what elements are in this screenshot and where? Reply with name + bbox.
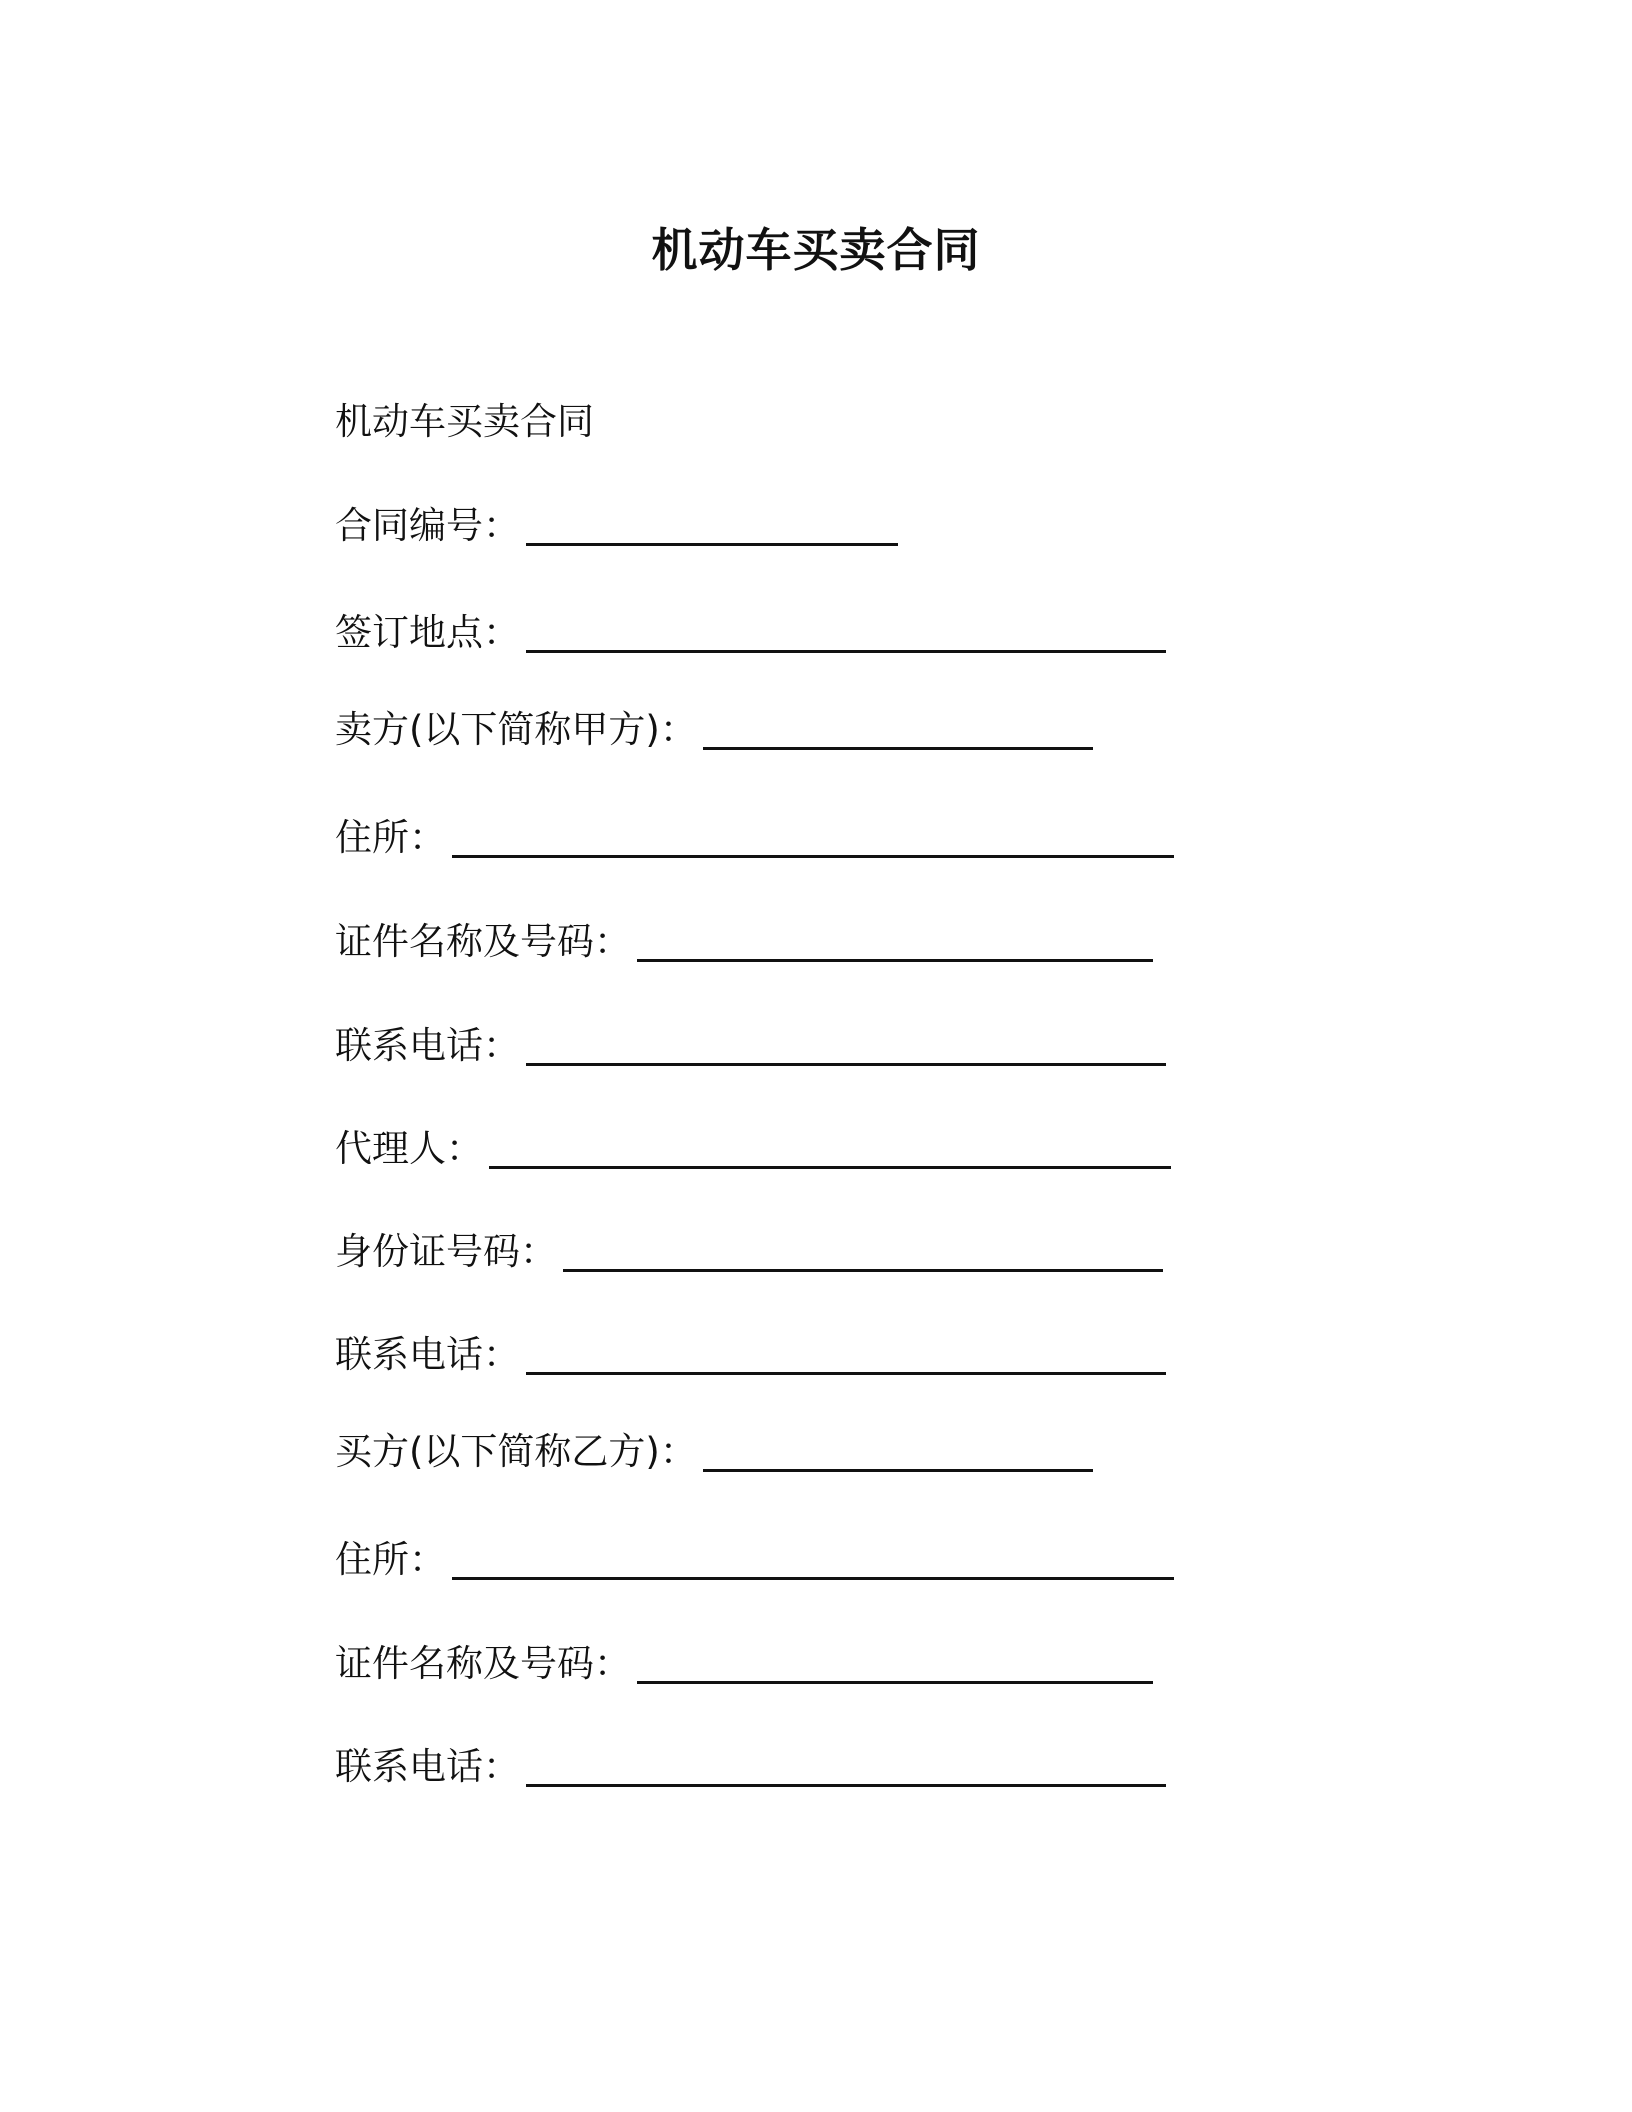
field-contract-number [335,502,898,550]
field-blank-line[interactable] [637,1647,1153,1684]
field-blank-line[interactable] [703,1435,1093,1472]
field-label: 代理人： [335,1127,483,1170]
field-seller-phone [335,1022,1166,1070]
field-blank-line[interactable] [526,1029,1166,1066]
field-label: 证件名称及号码： [335,920,631,963]
field-label: 买方(以下简称乙方)： [335,1430,697,1473]
field-label: 身份证号码： [335,1230,557,1273]
field-agent [335,1125,1171,1173]
field-blank-line[interactable] [526,509,898,546]
field-seller-address [335,814,1174,862]
field-blank-line[interactable] [637,925,1153,962]
field-seller [335,706,1093,754]
field-label: 联系电话： [335,1024,520,1067]
field-buyer-phone [335,1743,1166,1791]
field-buyer-id [335,1640,1153,1688]
field-label: 联系电话： [335,1745,520,1788]
field-blank-line[interactable] [452,821,1174,858]
field-label: 合同编号： [335,504,520,547]
field-label: 签订地点： [335,611,520,654]
document-title: 机动车买卖合同 [651,223,981,277]
field-blank-line[interactable] [526,616,1166,653]
field-agent-id [335,1228,1163,1276]
field-label: 住所： [335,816,446,859]
document-subtitle: 机动车买卖合同 [335,400,594,443]
field-blank-line[interactable] [563,1235,1163,1272]
field-signing-place [335,609,1166,657]
field-buyer-address [335,1536,1174,1584]
field-label: 联系电话： [335,1333,520,1376]
field-blank-line[interactable] [703,713,1093,750]
field-label: 住所： [335,1538,446,1581]
field-label: 证件名称及号码： [335,1642,631,1685]
field-blank-line[interactable] [452,1543,1174,1580]
field-blank-line[interactable] [489,1132,1171,1169]
field-blank-line[interactable] [526,1338,1166,1375]
field-label: 卖方(以下简称甲方)： [335,708,697,751]
field-seller-id [335,918,1153,966]
field-buyer [335,1428,1093,1476]
field-agent-phone [335,1331,1166,1379]
field-blank-line[interactable] [526,1750,1166,1787]
